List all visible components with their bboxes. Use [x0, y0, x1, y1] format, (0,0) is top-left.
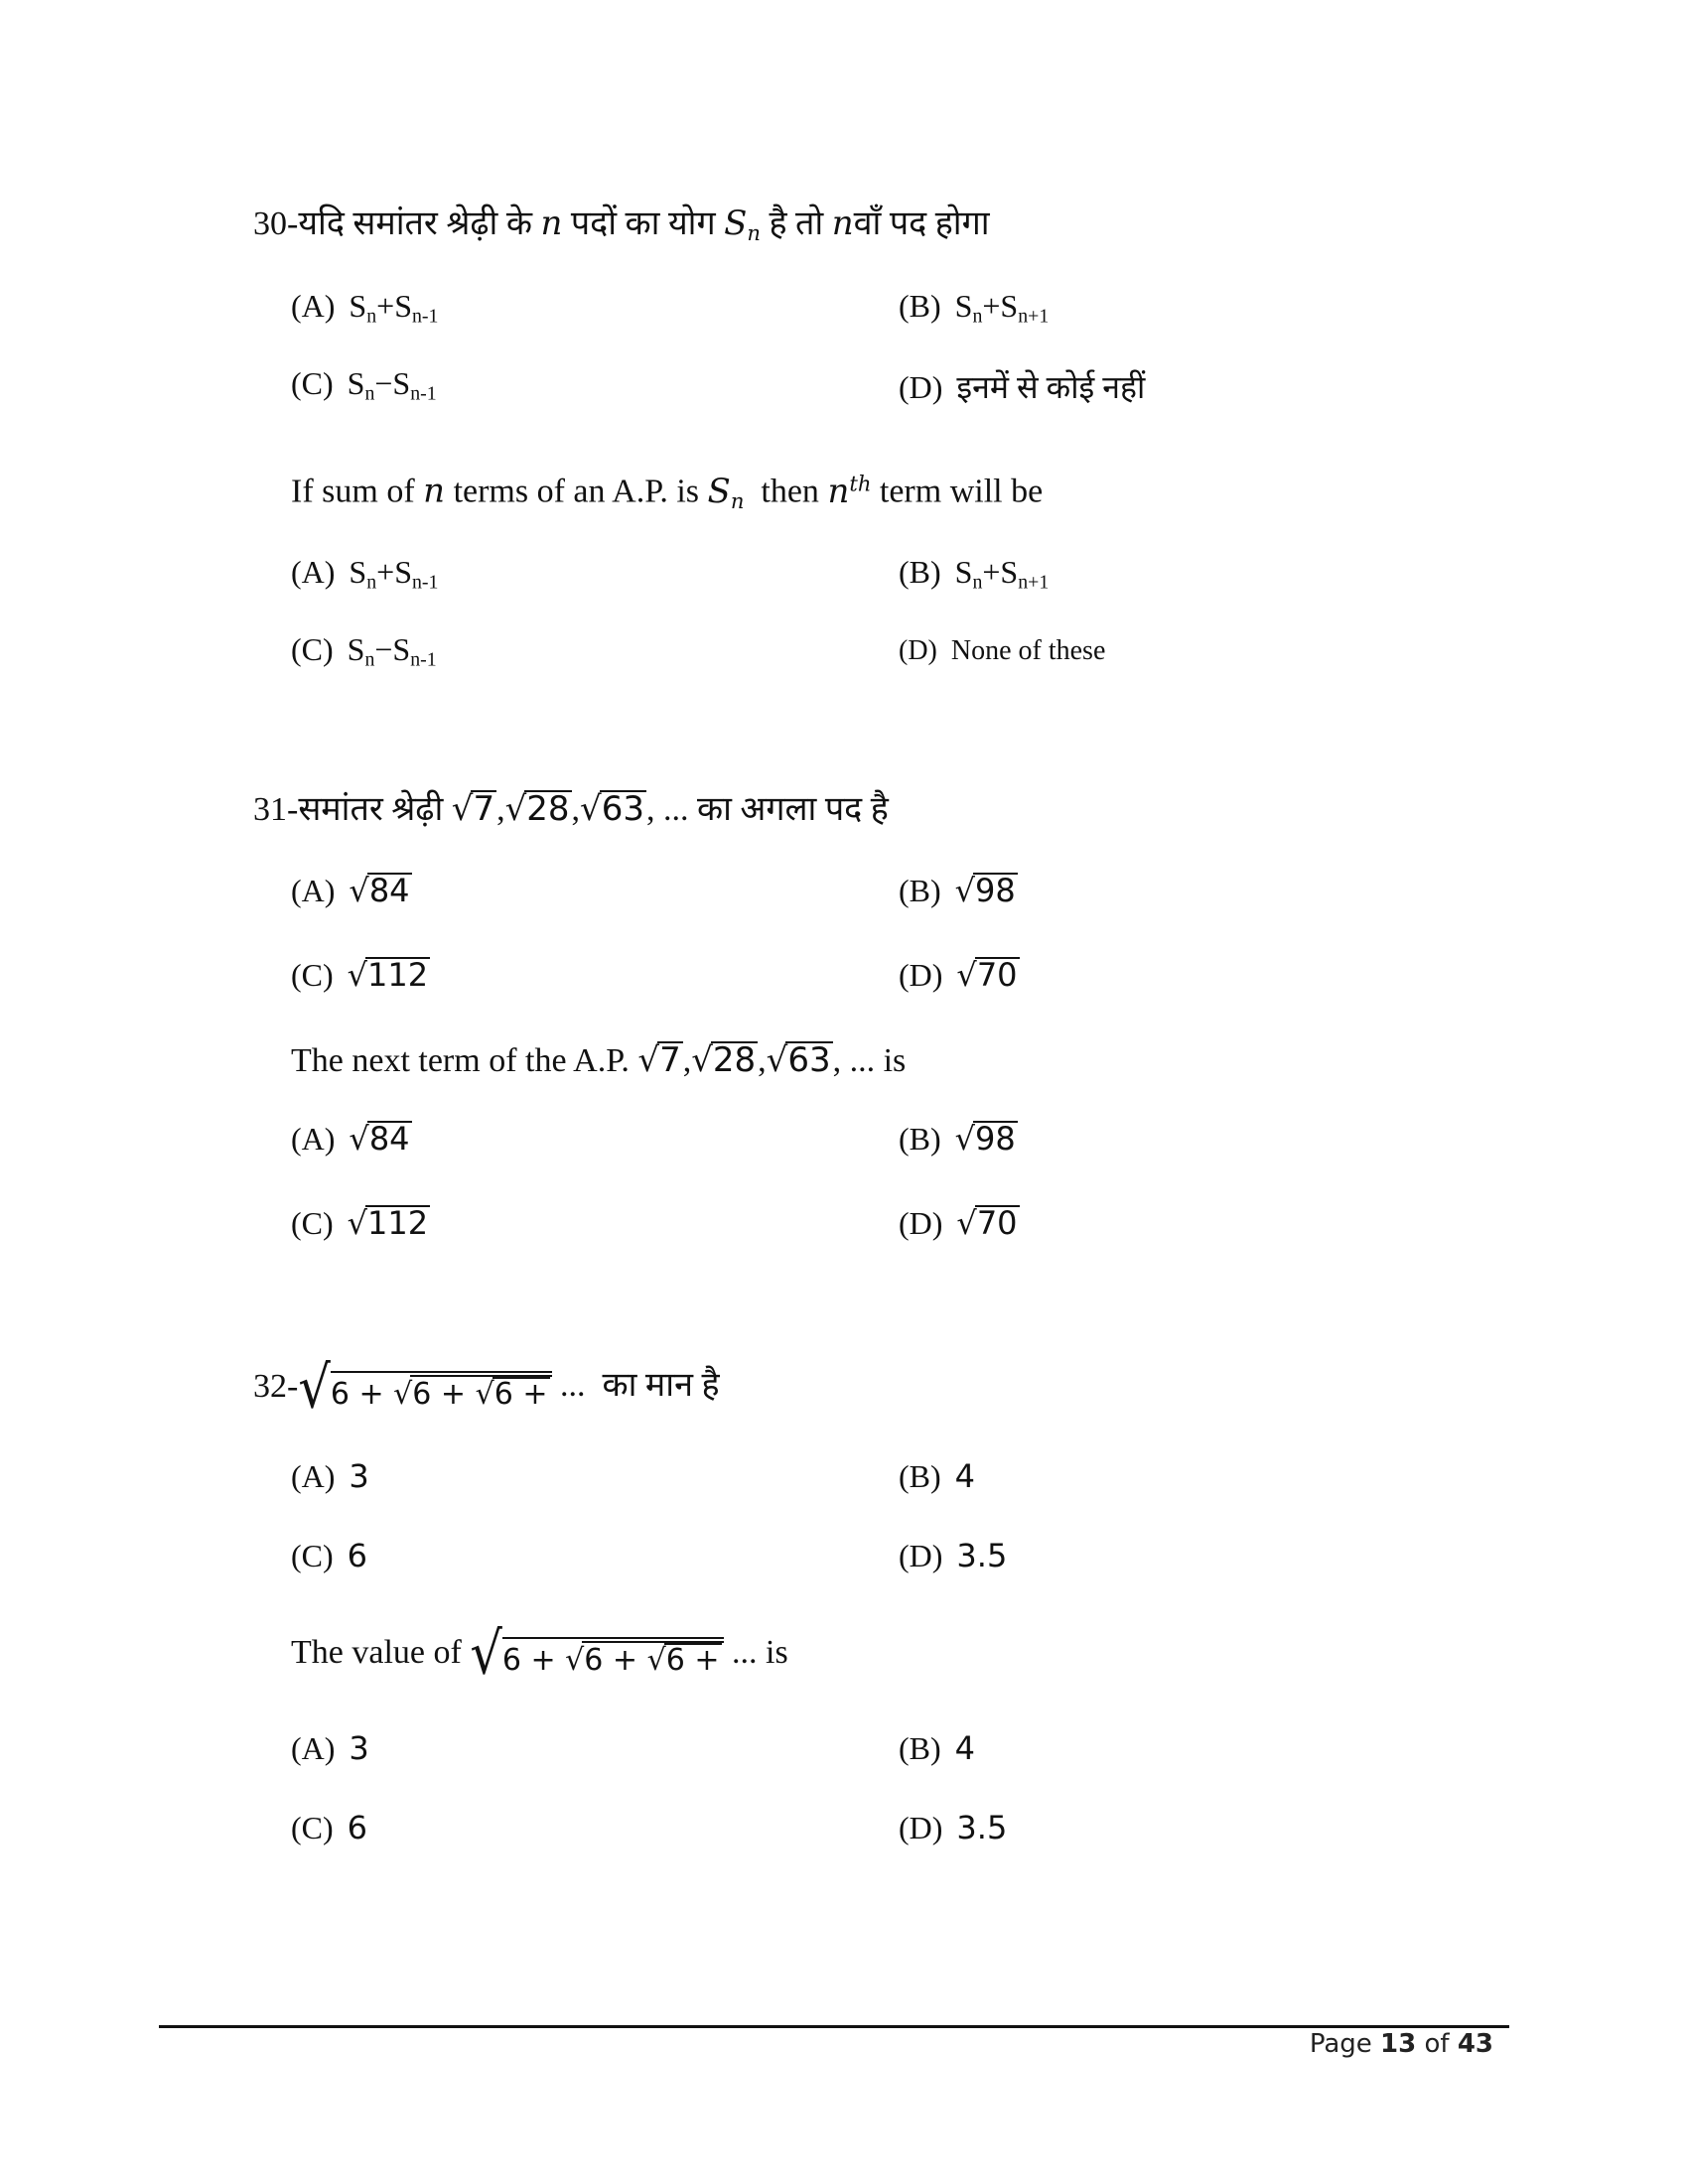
option-label: (A) [291, 1458, 336, 1494]
q31-english-option-a[interactable] [291, 1120, 412, 1158]
option-value: 6 [347, 1809, 368, 1846]
q31-english-option-d[interactable] [899, 1204, 1020, 1242]
option-value: 6 [347, 1537, 368, 1574]
q30-hindi-text-4: वाँ पद होगा [853, 205, 990, 242]
q31-number: 31- [253, 791, 299, 828]
q32-english-text-1: The value of [291, 1633, 462, 1671]
option-sqrt: √84 [349, 872, 410, 909]
q31-en-sqrt-term-1: √7 [637, 1040, 681, 1080]
q30-english-text-1: If sum of [291, 473, 415, 510]
q31-hindi-stem: 31-समांतर श्रेढ़ी √7,√28,√63, ... का अगला पद है [253, 789, 889, 829]
option-label: (A) [291, 1730, 336, 1766]
q30-hindi-text-1: यदि समांतर श्रेढ़ी के [298, 205, 532, 242]
option-text: None of these [950, 635, 1106, 666]
q30-hindi-stem [253, 199, 990, 245]
option-label: (D) [899, 635, 937, 666]
option-label: (C) [291, 1538, 334, 1573]
q30-var-n2: n [831, 204, 854, 243]
option-sqrt: √112 [347, 956, 429, 994]
q32-english-stem: The value of √ 6 + √6 + √6 + ... is [291, 1620, 788, 1689]
option-value: 4 [954, 1729, 976, 1767]
option-label: (C) [291, 1205, 334, 1241]
q30-hindi-text-2: पदों का योग [570, 205, 716, 242]
q31-sqrt-term-3: √63 [580, 789, 644, 829]
q32-english-option-c[interactable] [291, 1809, 367, 1846]
q32-english-text-2: is [766, 1633, 788, 1671]
option-label: (C) [291, 957, 334, 993]
q31-hindi-text-2: का अगला पद है [696, 791, 889, 828]
q31-hindi-text-1: समांतर श्रेढ़ी [298, 791, 444, 828]
option-label: (B) [899, 288, 941, 324]
option-sqrt: √98 [954, 1120, 1016, 1158]
q30-hindi-option-a[interactable]: (A) $S_n+S_{n-1}$ [291, 288, 439, 328]
q32-number: 32- [253, 1368, 299, 1405]
q31-en-sqrt-term-3: √63 [766, 1040, 831, 1080]
option-label: (D) [899, 1205, 943, 1241]
q31-sqrt-term-2: √28 [504, 789, 570, 829]
q30-english-option-a[interactable]: (A) $S_n+S_{n-1}$ [291, 554, 439, 594]
q32-english-option-d[interactable] [899, 1809, 1007, 1846]
option-value: 3 [349, 1729, 369, 1767]
q32-hindi-text: का मान है [602, 1367, 720, 1404]
q32-english-option-a[interactable] [291, 1729, 369, 1767]
q31-english-stem: The next term of the A.P. √7,√28,√63, ... is [291, 1040, 907, 1080]
option-sqrt: √98 [954, 872, 1016, 909]
q31-hindi-option-d[interactable] [899, 956, 1020, 994]
option-sqrt: √70 [956, 1204, 1018, 1242]
option-label: (A) [291, 288, 336, 324]
page-number: Page 13 of 43 [1309, 2029, 1493, 2059]
q32-nested-radical: √ 6 + √6 + √6 + [298, 1366, 551, 1412]
option-label: (B) [899, 1730, 941, 1766]
option-value: 3.5 [956, 1537, 1008, 1574]
q30-english-option-b[interactable]: (B) $S_n+S_{n+1}$ [899, 554, 1050, 594]
option-sqrt: √70 [956, 956, 1018, 994]
q32-hindi-option-d[interactable] [899, 1537, 1007, 1574]
option-label: (B) [899, 1458, 941, 1494]
q30-number: 30- [253, 205, 299, 242]
q31-english-text-1: The next term of the A.P. [291, 1042, 630, 1079]
option-label: (B) [899, 1121, 941, 1157]
q31-en-sqrt-term-2: √28 [691, 1040, 757, 1080]
option-label: (D) [899, 369, 943, 405]
q32-hindi-option-b[interactable] [899, 1457, 975, 1495]
q30-hindi-option-d[interactable] [899, 365, 1145, 408]
option-value: 3.5 [956, 1809, 1008, 1846]
option-label: (B) [899, 873, 941, 908]
q31-hindi-option-a[interactable] [291, 872, 412, 909]
option-label: (D) [899, 957, 943, 993]
q30-english-text-2: terms of an A.P. is [453, 473, 700, 510]
q30-english-option-c[interactable]: (C) $S_n-S_{n-1}$ [291, 631, 437, 671]
q32-english-option-b[interactable] [899, 1729, 975, 1767]
q30-english-stem [291, 471, 1043, 512]
option-value: 3 [349, 1457, 369, 1495]
q31-english-option-c[interactable] [291, 1204, 430, 1242]
option-label: (C) [291, 365, 334, 401]
q32-hindi-stem: 32- √ 6 + √6 + √6 + ... का मान है [253, 1354, 720, 1423]
option-value: 4 [954, 1457, 976, 1495]
q30-en-var-sn: $S_n$ [707, 471, 745, 513]
q30-en-var-nth: $n^{th}$ [827, 471, 872, 511]
option-label: (A) [291, 873, 336, 908]
q31-hindi-option-c[interactable] [291, 956, 430, 994]
q32-en-nested-radical: √ 6 + √6 + √6 + [470, 1632, 723, 1678]
q31-english-text-2: is [883, 1042, 907, 1079]
q30-english-option-d[interactable] [899, 635, 1105, 667]
q32-hindi-option-a[interactable] [291, 1457, 369, 1495]
q30-hindi-option-b[interactable]: (B) $S_n+S_{n+1}$ [899, 288, 1050, 328]
q30-en-var-n: n [423, 471, 446, 511]
q30-hindi-option-c[interactable]: (C) $S_n-S_{n-1}$ [291, 365, 437, 405]
q31-english-option-b[interactable] [899, 1120, 1018, 1158]
q30-var-n: n [540, 204, 563, 243]
q30-hindi-text-3: है तो [769, 205, 824, 242]
q31-hindi-option-b[interactable] [899, 872, 1018, 909]
option-label: (C) [291, 631, 334, 667]
footer-rule [159, 2025, 1509, 2028]
q32-hindi-option-c[interactable] [291, 1537, 367, 1574]
q31-sqrt-term-1: √7 [451, 789, 495, 829]
option-sqrt: √112 [347, 1204, 429, 1242]
option-sqrt: √84 [349, 1120, 410, 1158]
option-label: (A) [291, 554, 336, 590]
q30-english-text-3: then [761, 473, 819, 510]
option-label: (B) [899, 554, 941, 590]
option-label: (D) [899, 1538, 943, 1573]
q30-english-text-4: term will be [879, 473, 1044, 510]
option-label: (A) [291, 1121, 336, 1157]
q30-var-sn: $S_n$ [724, 204, 761, 245]
option-label: (D) [899, 1810, 943, 1845]
option-label: (C) [291, 1810, 334, 1845]
option-text: इनमें से कोई नहीं [956, 369, 1146, 405]
